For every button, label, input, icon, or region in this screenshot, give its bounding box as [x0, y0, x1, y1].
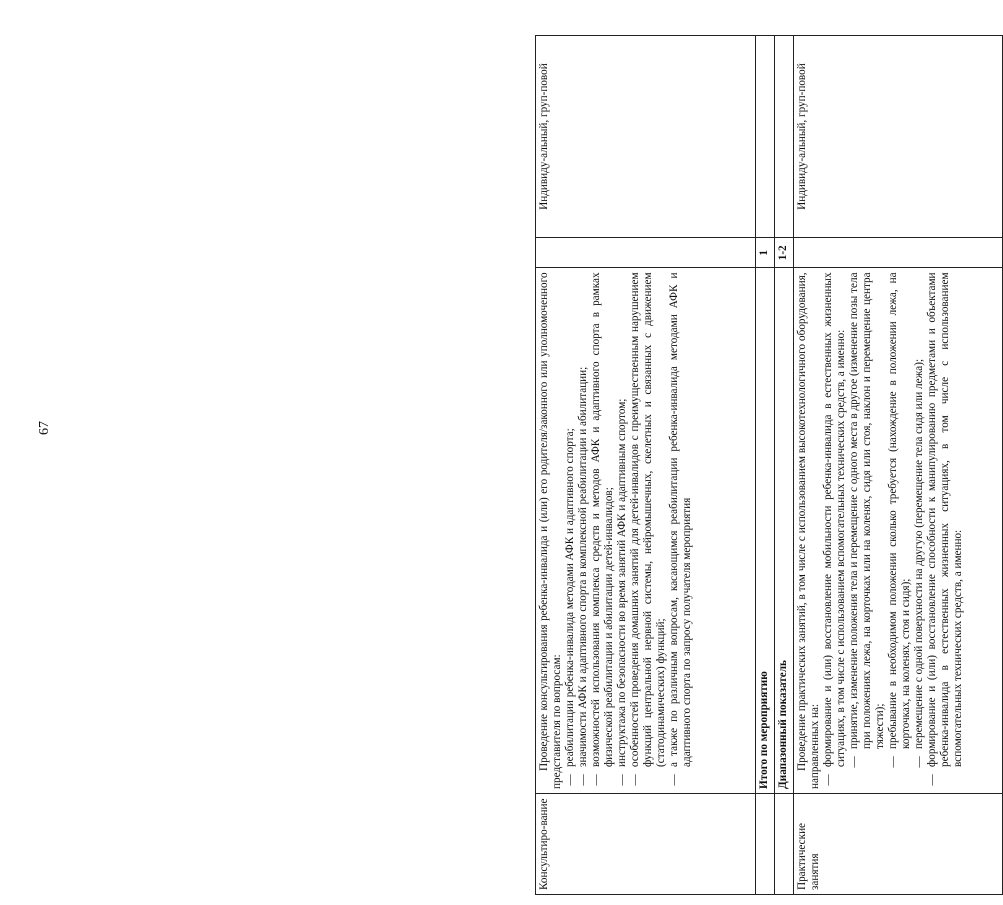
- list-item: — особенностей проведения домашних занятий для детей-инвалидов с преимущественным нарушением функций центральной нервной системы, нейромышечных, скелетных и связанных с движением (статодинамических) функций;: [629, 272, 668, 789]
- dash-marker: —: [848, 756, 860, 768]
- dash-marker: —: [822, 774, 834, 786]
- list-item: — а также по различным вопросам, касающимся реабилитации ребенка-инвалида методами АФК и адаптивного спорта по запросу получателя мероприятия: [668, 272, 694, 789]
- page-number: 67: [37, 421, 52, 435]
- dash-marker: —: [668, 774, 680, 786]
- form-value: Индивиду-альный, груп-повой: [796, 63, 808, 210]
- dash-marker: —: [913, 756, 925, 768]
- dash-marker: —: [590, 774, 602, 786]
- rehab-activities-table: [535, 35, 1003, 895]
- list-item: — реабилитации ребенка-инвалида методами АФК и адаптивного спорта;: [564, 272, 577, 789]
- dash-marker: —: [616, 774, 628, 786]
- list-item: — перемещение с одной поверхности на другую (перемещение тела сидя или лежа);: [913, 272, 926, 789]
- activity-description-cell: [794, 268, 1003, 794]
- empty-cell: [756, 36, 775, 238]
- dash-marker: —: [926, 774, 938, 786]
- range-value-cell: 1-2: [775, 238, 794, 268]
- total-label-cell: Итого по мероприятию: [756, 268, 775, 794]
- range-label-cell: Диапазонный показатель: [775, 268, 794, 794]
- total-value-cell: 1: [756, 238, 775, 268]
- dash-marker: —: [564, 774, 576, 786]
- list-item: — возможностей использования комплекса средств и методов АФК и адаптивного спорта в рамках физической реабилитации и абилитации детей-инвалидов;: [590, 272, 616, 789]
- description-intro: Проведение консультирования ребенка-инвалида и (или) его родителя/законного или уполномоченного представителя по вопросам:: [538, 272, 563, 789]
- list-item: — инструктажа по безопасности во время занятий АФК и адаптивным спортом;: [616, 272, 629, 789]
- form-cell: [536, 36, 756, 238]
- table-row: [756, 36, 775, 895]
- form-cell: [794, 36, 1003, 238]
- activity-name: Практические занятия: [796, 822, 821, 890]
- empty-cell: [775, 793, 794, 894]
- empty-cell: [756, 793, 775, 894]
- list-item: — пребывание в необходимом положении сколько требуется (нахождение в положении лежа, на корточках, на коленях, стоя и сидя);: [887, 272, 913, 789]
- dash-marker: —: [887, 756, 899, 768]
- table-row: [794, 36, 1003, 895]
- list-item: — формирование и (или) восстановление мобильности ребенка-инвалида в естественных жизненных ситуациях, в том числе с использованием вспомогательных технических средств, а именно:: [822, 272, 848, 789]
- dash-marker: —: [577, 774, 589, 786]
- count-cell: [794, 238, 1003, 268]
- activity-name: Консультиро-вание: [538, 798, 550, 890]
- count-cell: [536, 238, 756, 268]
- rotated-table-container: [535, 35, 1003, 895]
- description-intro: Проведение практических занятий, в том числе с использованием высокотехнологичного оборудования, направленных на:: [796, 272, 821, 789]
- activity-name-cell: [794, 793, 1003, 894]
- list-item: — принятие, изменение положения тела и перемещение с одного места в другое (изменение позы тела при положениях лежа, на корточках или на коленях, сидя или стоя, наклон и перемещение центра тяжести);: [848, 272, 887, 789]
- table-row: [775, 36, 794, 895]
- form-value: Индивиду-альный, груп-повой: [538, 63, 550, 210]
- activity-description-cell: [536, 268, 756, 794]
- list-item: — формирование и (или) восстановление способности к манипулированию предметами и объектами ребенка-инвалида в естественных жизненных ситуациях, в том числе с использованием вспомогательных технических средств, а именно:: [926, 272, 965, 789]
- table-row: [536, 36, 756, 895]
- list-item: — значимости АФК и адаптивного спорта в комплексной реабилитации и абилитации;: [577, 272, 590, 789]
- dash-marker: —: [629, 774, 641, 786]
- activity-name-cell: [536, 793, 756, 894]
- empty-cell: [775, 36, 794, 238]
